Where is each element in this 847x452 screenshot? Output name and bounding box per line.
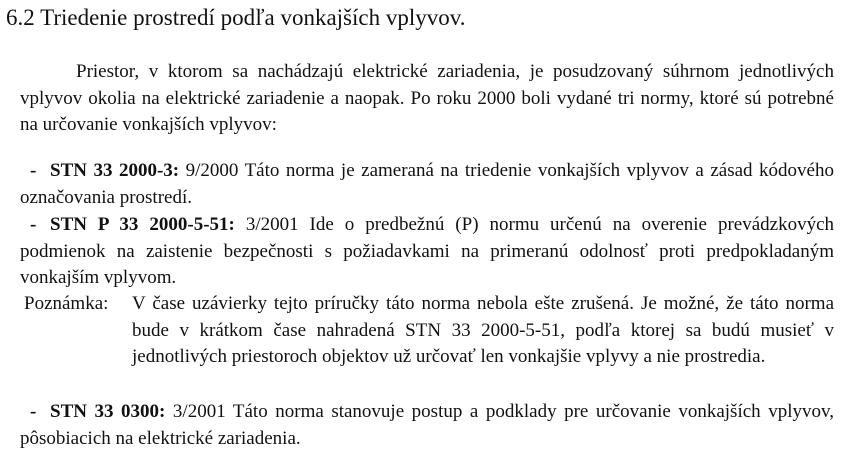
intro-paragraph: Priestor, v ktorom sa nachádzajú elektrické zariadenia, je posudzovaný súhrnom jednotlivých vplyvov okolia na elektrické zariadenie a naopak. Po roku 2000 boli vydané tri normy, ktoré sú potrebné na určovanie vonkajších vplyvov: — [20, 61, 834, 135]
note-text: V čase uzávierky tejto príručky táto norma nebola ešte zrušená. Je možné, že táto norma bude v krátkom čase nahradená STN 33 2000-5-51, podľa ktorej sa budú musieť v jednotlivých priestoroch objektov už určovať len vonkajšie vplyvy a nie prostredia. — [132, 293, 834, 367]
standard-code: STN 33 0300: — [50, 401, 166, 422]
standard-code: STN P 33 2000-5-51: — [50, 214, 235, 235]
standard-item-stn-p-33-2000-5-51 — [20, 212, 834, 292]
list-dash: - — [30, 401, 37, 422]
standard-description: 3/2001 Ide o predbežnú (P) normu určenú na overenie prevádzkových podmienok na zaistenie bezpečnosti s požiadavkami na primeranú odolnosť proti predpokladaným vonkajším vplyvom. — [20, 214, 835, 288]
standard-code: STN 33 2000-3: — [50, 160, 180, 181]
standard-description: 9/2000 Táto norma je zameraná na triedenie vonkajších vplyvov a zásad kódového označovania prostredí. — [20, 160, 834, 208]
list-dash: - — [30, 160, 37, 181]
section-heading: 6.2 Triedenie prostredí podľa vonkajších vplyvov. — [6, 5, 466, 30]
standard-item-stn-33-0300 — [20, 399, 834, 452]
standard-description: 3/2001 Táto norma stanovuje postup a podklady pre určovanie vonkajších vplyvov, pôsobiacich na elektrické zariadenia. — [20, 401, 834, 449]
standard-item-stn-33-2000-3 — [20, 158, 834, 211]
note-label: Poznámka: — [24, 293, 109, 314]
note-block — [24, 291, 834, 371]
list-dash: - — [30, 214, 37, 235]
